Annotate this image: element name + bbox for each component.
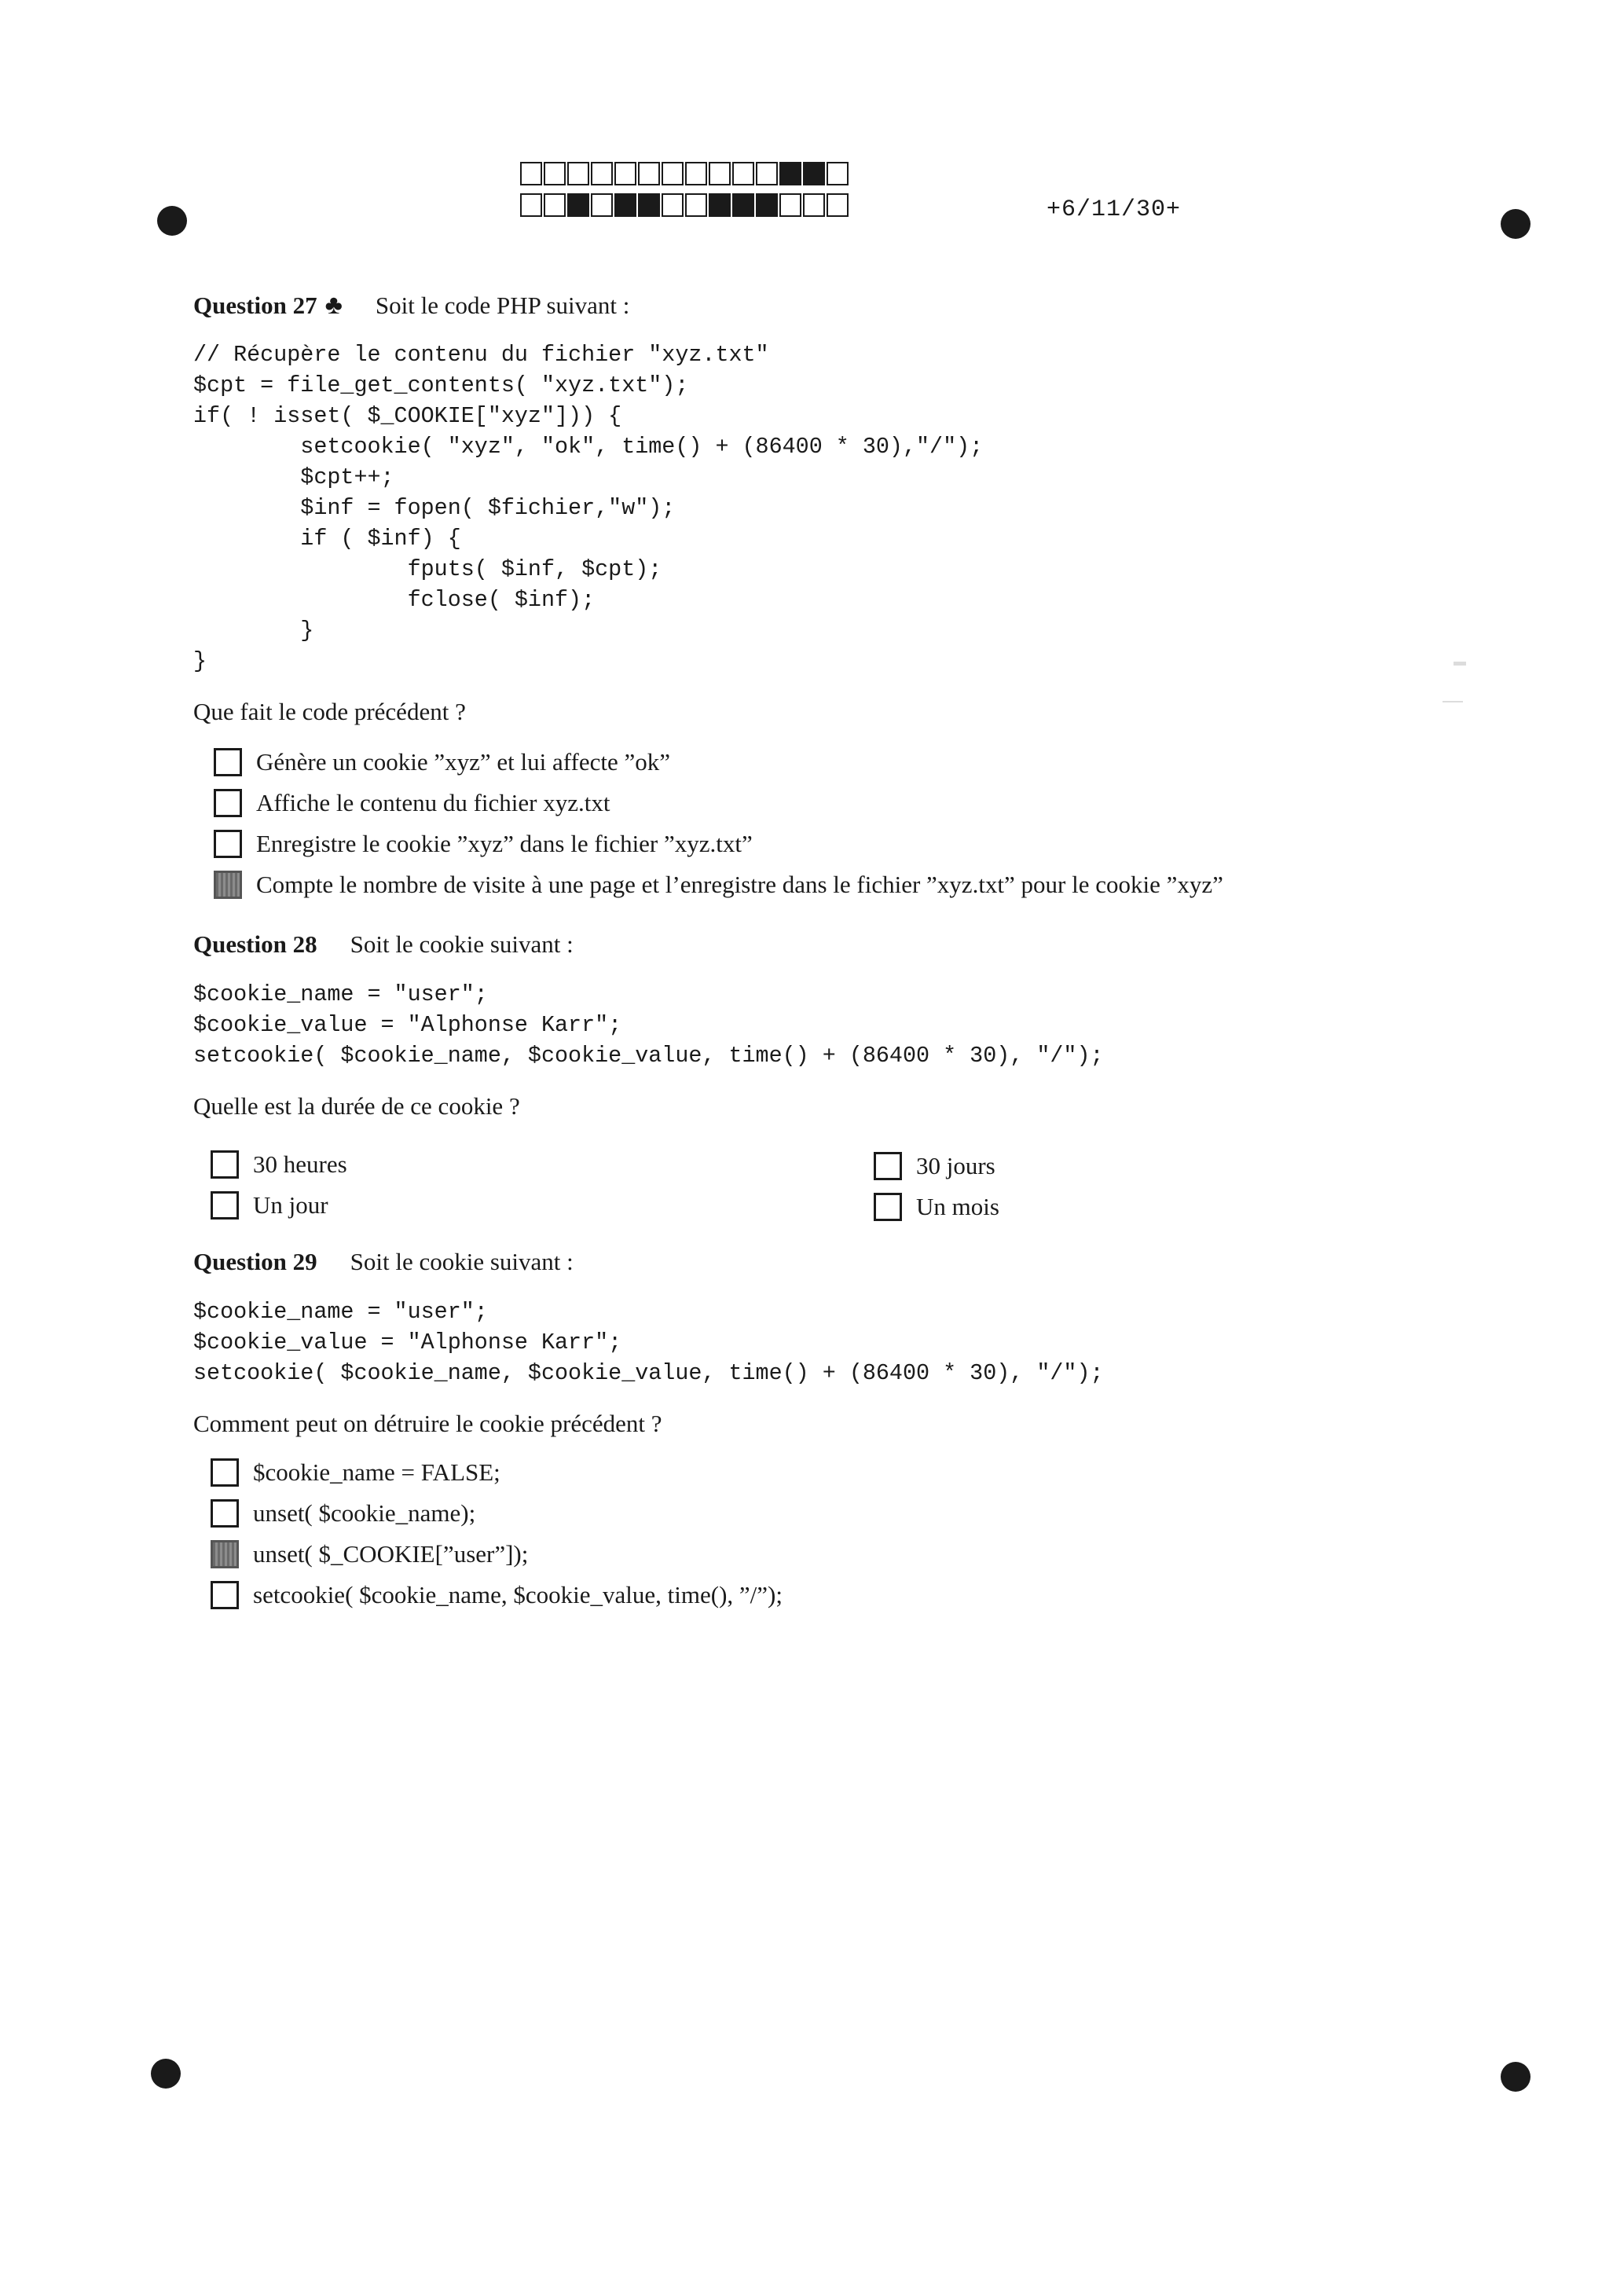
checkbox[interactable] [211, 1499, 239, 1528]
answer-label: setcookie( $cookie_name, $cookie_value, time(), ”/”); [253, 1581, 783, 1608]
scan-artifact [1454, 662, 1466, 666]
checkbox[interactable] [214, 748, 242, 776]
barcode-cell-filled [732, 193, 754, 217]
answer-label: unset( $cookie_name); [253, 1499, 476, 1527]
barcode-cell-empty [614, 162, 636, 185]
answer-label: 30 jours [916, 1152, 995, 1179]
question-number: Question 28 [193, 930, 317, 958]
answer-option[interactable] [214, 830, 753, 858]
question-29-prompt: Comment peut on détruire le cookie précédent ? [193, 1410, 662, 1437]
answer-option[interactable] [211, 1581, 783, 1609]
answer-label: Affiche le contenu du fichier xyz.txt [256, 789, 610, 816]
barcode-cell-empty [827, 162, 849, 185]
answer-label: Génère un cookie ”xyz” et lui affecte ”ok” [256, 748, 670, 776]
answer-label: unset( $_COOKIE[”user”]); [253, 1540, 529, 1568]
answer-label: Un mois [916, 1193, 999, 1220]
answer-option[interactable] [214, 789, 610, 817]
checkbox[interactable] [211, 1581, 239, 1609]
registration-mark-top-left [157, 206, 187, 236]
barcode-cell-filled [638, 193, 660, 217]
answer-option[interactable] [211, 1540, 528, 1568]
barcode-cell-empty [662, 162, 684, 185]
answer-option[interactable] [214, 871, 1223, 899]
checkbox[interactable] [211, 1191, 239, 1220]
barcode-cell-empty [803, 193, 825, 217]
barcode-cell-empty [732, 162, 754, 185]
barcode-cell-empty [685, 162, 707, 185]
barcode-cell-empty [544, 162, 566, 185]
answer-option[interactable] [211, 1499, 475, 1528]
answer-label: Compte le nombre de visite à une page et l’enregistre dans le fichier ”xyz.txt” pour le cookie ”xyz” [256, 871, 1223, 898]
barcode-cell-filled [779, 162, 801, 185]
checkbox[interactable] [214, 830, 242, 858]
answer-option[interactable] [874, 1193, 999, 1221]
barcode-cell-empty [591, 193, 613, 217]
question-27-heading [193, 291, 629, 321]
barcode-cell-empty [638, 162, 660, 185]
question-28-heading [193, 930, 574, 959]
code-block-q28: $cookie_name = "user"; $cookie_value = "Alphonse Karr"; setcookie( $cookie_name, $cookie_value, time() + (86400 * 30), "/"); [193, 981, 1104, 1069]
registration-mark-top-right [1501, 209, 1531, 239]
barcode-cell-empty [709, 162, 731, 185]
answer-option[interactable] [874, 1152, 995, 1180]
barcode-cell-empty [756, 162, 778, 185]
answer-label: Un jour [253, 1191, 328, 1219]
barcode-cell-empty [520, 162, 542, 185]
answer-option[interactable] [211, 1191, 328, 1220]
barcode-cell-empty [567, 162, 589, 185]
barcode-row-2 [520, 193, 850, 217]
barcode-cell-filled [614, 193, 636, 217]
barcode-cell-empty [685, 193, 707, 217]
scan-artifact [1443, 701, 1463, 702]
barcode-cell-filled [803, 162, 825, 185]
checkbox[interactable] [874, 1152, 902, 1180]
question-27-prompt: Que fait le code précédent ? [193, 698, 466, 725]
barcode-cell-empty [779, 193, 801, 217]
code-block-q27: // Récupère le contenu du fichier "xyz.txt" $cpt = file_get_contents( "xyz.txt"); if( ! isset( $_COOKIE["xyz"])) { setcookie( "xyz", "ok", time() + (86400 * 30),"/"); $cpt++; $inf = fopen( $fichier,"w"); if ( $inf) { fputs( $inf, $cpt); fclose( $inf); } } [193, 342, 984, 674]
barcode-row-1 [520, 162, 850, 185]
question-intro: Soit le cookie suivant : [350, 930, 574, 958]
question-number: Question 29 [193, 1248, 317, 1275]
answer-option[interactable] [214, 748, 670, 776]
checkbox[interactable] [211, 1458, 239, 1487]
barcode-cell-filled [567, 193, 589, 217]
question-28-prompt: Quelle est la durée de ce cookie ? [193, 1092, 520, 1120]
question-number: Question 27 [193, 292, 317, 319]
club-icon: ♣ [324, 291, 343, 320]
checkbox[interactable] [211, 1150, 239, 1179]
barcode-cell-empty [827, 193, 849, 217]
checkbox[interactable] [874, 1193, 902, 1221]
answer-option[interactable] [211, 1458, 500, 1487]
question-intro: Soit le cookie suivant : [350, 1248, 574, 1275]
barcode-cell-empty [520, 193, 542, 217]
answer-option[interactable] [211, 1150, 347, 1179]
question-intro: Soit le code PHP suivant : [375, 292, 630, 319]
barcode-cell-empty [591, 162, 613, 185]
answer-label: $cookie_name = FALSE; [253, 1458, 500, 1486]
checkbox-checked[interactable] [214, 871, 242, 899]
barcode-cell-empty [662, 193, 684, 217]
barcode-cell-empty [544, 193, 566, 217]
checkbox[interactable] [214, 789, 242, 817]
question-29-heading [193, 1248, 574, 1276]
page-id: +6/11/30+ [1047, 196, 1182, 223]
code-block-q29: $cookie_name = "user"; $cookie_value = "Alphonse Karr"; setcookie( $cookie_name, $cookie_value, time() + (86400 * 30), "/"); [193, 1299, 1104, 1386]
answer-label: Enregistre le cookie ”xyz” dans le fichier ”xyz.txt” [256, 830, 753, 857]
barcode-cell-filled [756, 193, 778, 217]
registration-mark-bottom-right [1501, 2062, 1531, 2092]
answer-label: 30 heures [253, 1150, 347, 1178]
checkbox-checked[interactable] [211, 1540, 239, 1568]
registration-mark-bottom-left [151, 2059, 181, 2089]
barcode-cell-filled [709, 193, 731, 217]
